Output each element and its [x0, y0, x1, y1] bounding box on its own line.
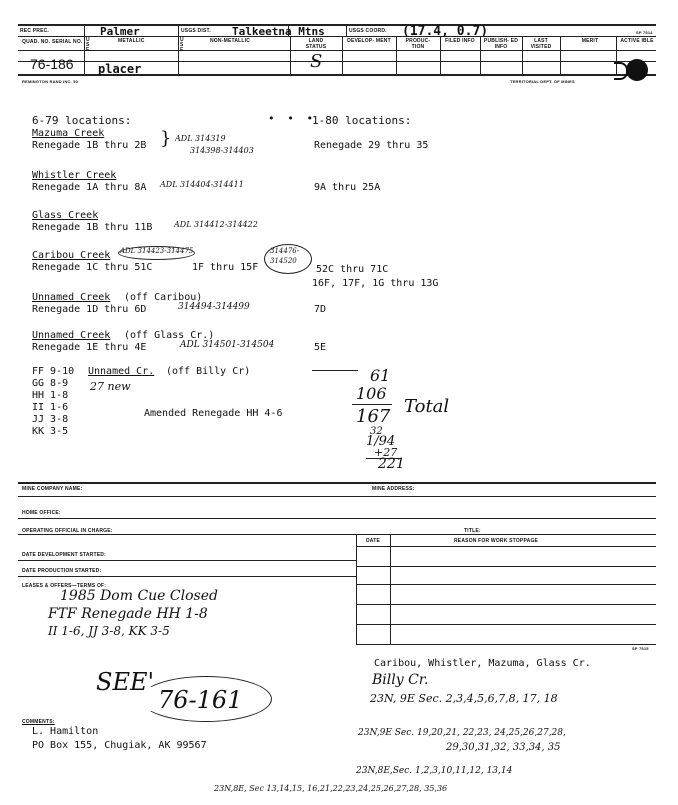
date-development-label: DATE DEVELOPMENT STARTED: [22, 552, 106, 558]
amended-note: Amended Renegade HH 4-6 [144, 408, 283, 419]
unnamed2-adl: ADL 314501-314504 [180, 340, 275, 350]
see-reference-circle [140, 676, 272, 722]
form-number: SP 7514 [636, 30, 653, 35]
tally-221: 221 [378, 456, 405, 472]
list-item: II 1-6 [32, 402, 69, 413]
caribou-right: 52C thru 71C [316, 264, 389, 275]
unnamed1-name: Unnamed Creek [32, 292, 111, 303]
glass-name: Glass Creek [32, 210, 99, 221]
tally-194: 1/94 [366, 434, 396, 449]
mazuma-name: Mazuma Creek [32, 128, 105, 139]
see-reference: SEE' [96, 668, 155, 696]
tally-61: 61 [370, 366, 391, 385]
location-creeks: Caribou, Whistler, Mazuma, Glass Cr. [374, 658, 591, 669]
unnamed1-claims: Renegade 1D thru 6D [32, 304, 147, 315]
location-sections-2: 23N,9E Sec. 19,20,21, 22,23, 24,25,26,27,28, [358, 728, 566, 738]
col-nonmetallic: NON-METALLIC [210, 38, 251, 44]
quad-serial-value: 76-186 [30, 56, 74, 72]
col-use-2: U S E [180, 37, 184, 53]
printer-imprint: REMINGTON RAND INC. 50 [22, 79, 79, 84]
lease-note-line-1: 1985 Dom Cue Closed [60, 588, 218, 604]
caribou-claims: Renegade 1C thru 51C [32, 262, 153, 273]
col-serial-no: SERIAL NO. [52, 39, 83, 45]
form-number-2: SP 7515 [632, 646, 649, 651]
usgs-dist-value: Talkeetna Mtns [232, 25, 325, 38]
col-production: PRODUC- TION [405, 38, 431, 50]
whistler-adl: ADL 314404-314411 [160, 180, 244, 189]
heading-dots: • • • [268, 112, 317, 125]
unnamed1-qualifier: (off Caribou) [124, 292, 203, 303]
mazuma-adl: ADL 314319 [175, 134, 226, 143]
list-item: HH 1-8 [32, 390, 69, 401]
col-filed-info: FILED INFO [445, 38, 475, 44]
tally-167: 167 [356, 406, 391, 427]
location-sections-4: 23N,8E,Sec. 1,2,3,10,11,12, 13,14 [356, 766, 513, 776]
operating-official-label: OPERATING OFFICIAL IN CHARGE: [22, 528, 113, 534]
whistler-right: 9A thru 25A [314, 182, 381, 193]
ff-name: Unnamed Cr. [88, 366, 155, 377]
see-reference-number: 76-161 [158, 686, 243, 714]
col-land-status: LAND STATUS [305, 38, 327, 50]
mazuma-right: Renegade 29 thru 35 [314, 140, 429, 151]
col-development: DEVELOP- MENT [347, 38, 391, 44]
tally-line [312, 370, 358, 371]
handwritten-27-new: 27 new [90, 380, 131, 393]
caribou-name: Caribou Creek [32, 250, 111, 261]
unnamed2-name: Unnamed Creek [32, 330, 111, 341]
caribou-adl: ADL 314423-314475 [120, 247, 194, 255]
caribou-claims-2: 1F thru 15F [192, 262, 259, 273]
rec-prec-value: Palmer [100, 25, 140, 38]
mazuma-adl-2: 314398-314403 [190, 146, 254, 155]
comments-label: COMMENTS: [22, 719, 55, 725]
footer-dept: TERRITORIAL DEPT. OF MINES [510, 79, 575, 84]
land-status-value: S [310, 51, 323, 72]
unnamed1-adl: 314494-314499 [178, 302, 250, 312]
tally-total: Total [404, 396, 450, 417]
usgs-coord-label: USGS COORD. [349, 28, 387, 34]
date-column-label: DATE [366, 538, 381, 544]
leases-label: LEASES & OFFERS—TERMS OF: [22, 583, 107, 589]
list-item: KK 3-5 [32, 426, 69, 437]
usgs-coord-value: (17.4, 0.7) [402, 24, 489, 39]
glass-claims: Renegade 1B thru 11B [32, 222, 153, 233]
comment-line-1: L. Hamilton [32, 726, 99, 737]
tally-underline [352, 404, 392, 405]
reason-column-label: REASON FOR WORK STOPPAGE [454, 538, 539, 544]
left-heading: 6-79 locations: [32, 114, 132, 127]
lease-note-line-3: II 1-6, JJ 3-8, KK 3-5 [48, 624, 170, 638]
list-item: GG 8-9 [32, 378, 69, 389]
tally-32: 32 [370, 426, 383, 437]
mazuma-brace: } [160, 128, 172, 149]
home-office-label: HOME OFFICE: [22, 510, 61, 516]
mazuma-claims: Renegade 1B thru 2B [32, 140, 147, 151]
col-active: ACTIVE IBLE [620, 38, 654, 44]
metallic-value: placer [98, 62, 142, 76]
location-sections-3: 29,30,31,32, 33,34, 35 [446, 742, 561, 753]
ff-qualifier: (off Billy Cr) [166, 366, 251, 377]
comment-line-2: PO Box 155, Chugiak, AK 99567 [32, 740, 207, 751]
ff-code: FF 9-10 [32, 366, 75, 377]
col-last-visited: LAST VISITED [530, 38, 552, 50]
whistler-claims: Renegade 1A thru 8A [32, 182, 147, 193]
location-sections-5: 23N,8E, Sec 13,14,15, 16,21,22,23,24,25,26,27,28, 35,36 [214, 784, 448, 793]
col-metallic: METALLIC [118, 38, 145, 44]
location-sections-1: 23N, 9E Sec. 2,3,4,5,6,7,8, 17, 18 [370, 692, 558, 705]
caribou-adl-side: 314476- 314520 [270, 247, 300, 265]
unnamed2-right: 5E [314, 342, 327, 353]
whistler-name: Whistler Creek [32, 170, 117, 181]
rec-prec-label: REC PREC. [20, 28, 50, 34]
mine-company-label: MINE COMPANY NAME: [22, 486, 83, 492]
unnamed1-right: 7D [314, 304, 327, 315]
caribou-right-2: 16F, 17F, 1G thru 13G [312, 278, 439, 289]
col-quad-no: QUAD. NO. [22, 39, 51, 45]
list-item: JJ 3-8 [32, 414, 69, 425]
mine-address-label: MINE ADDRESS: [372, 486, 415, 492]
active-status-mark [614, 62, 628, 80]
col-use: U S E [86, 37, 90, 53]
lease-note-line-2: FTF Renegade HH 1-8 [48, 606, 208, 622]
tally-plus-27: +27 [374, 446, 398, 459]
glass-adl: ADL 314412-314422 [174, 220, 258, 229]
title-label: TITLE: [464, 528, 481, 534]
location-billy-creek: Billy Cr. [372, 672, 429, 688]
active-status-dot [626, 59, 648, 81]
col-merit: MERIT [581, 38, 599, 44]
col-published-info: PUBLISH- ED INFO [483, 38, 519, 50]
usgs-dist-label: USGS DIST. [181, 28, 211, 34]
unnamed2-claims: Renegade 1E thru 4E [32, 342, 147, 353]
right-heading: 1-80 locations: [312, 114, 412, 127]
tally-106: 106 [356, 384, 387, 403]
unnamed2-qualifier: (off Glass Cr.) [124, 330, 215, 341]
date-production-label: DATE PRODUCTION STARTED: [22, 568, 102, 574]
